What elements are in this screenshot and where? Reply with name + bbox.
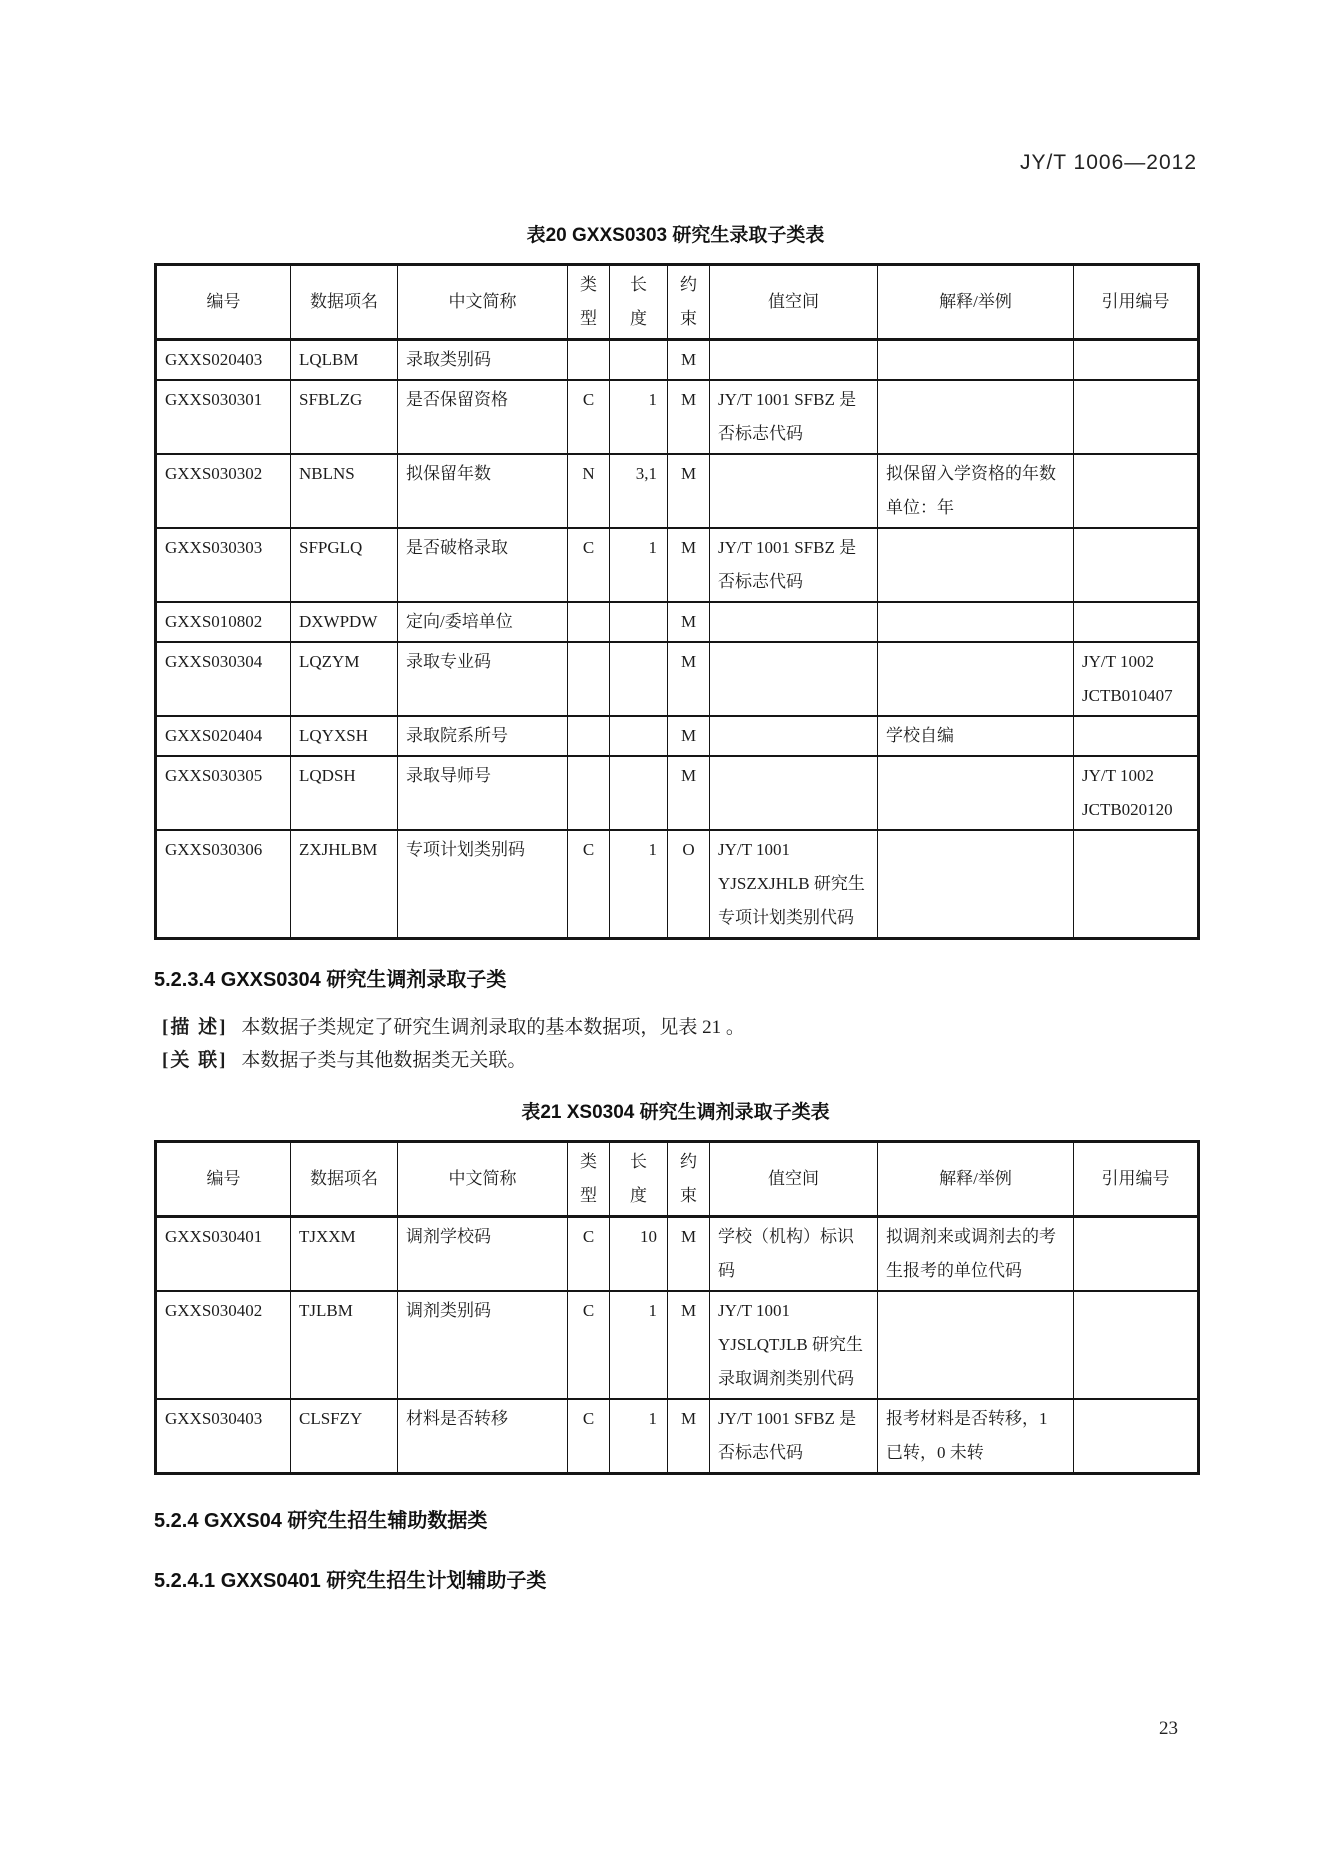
cell-type: C xyxy=(568,380,610,454)
table-row xyxy=(156,716,1199,756)
col-header-cn-abbr: 中文简称 xyxy=(398,1142,568,1217)
section-heading-5-2-4: 5.2.4 GXXS04 研究生招生辅助数据类 xyxy=(154,1510,488,1532)
cell-value-space: JY/T 1001 YJSLQTJLB 研究生录取调剂类别代码 xyxy=(710,1291,878,1399)
cell-explanation xyxy=(878,642,1074,716)
cell-value-space xyxy=(710,602,878,642)
cell-data-item-name: LQLBM xyxy=(291,340,398,381)
table21 xyxy=(154,1140,1200,1475)
cell-explanation xyxy=(878,380,1074,454)
cell-length xyxy=(610,716,668,756)
table-row xyxy=(156,1217,1199,1292)
col-header-constraint xyxy=(668,265,710,340)
cell-reference xyxy=(1074,716,1199,756)
cell-constraint: M xyxy=(668,454,710,528)
cell-data-item-name: DXWPDW xyxy=(291,602,398,642)
cell-code: GXXS030401 xyxy=(156,1217,291,1292)
cell-type: N xyxy=(568,454,610,528)
cell-constraint: M xyxy=(668,1217,710,1292)
cell-code: GXXS020403 xyxy=(156,340,291,381)
cell-reference: JY/T 1002 JCTB020120 xyxy=(1074,756,1199,830)
cell-cn-abbr: 调剂类别码 xyxy=(398,1291,568,1399)
cell-reference: JY/T 1002 JCTB010407 xyxy=(1074,642,1199,716)
cell-type: C xyxy=(568,830,610,939)
cell-code: GXXS030303 xyxy=(156,528,291,602)
cell-code: GXXS030402 xyxy=(156,1291,291,1399)
cell-explanation: 拟保留入学资格的年数单位：年 xyxy=(878,454,1074,528)
col-header-reference: 引用编号 xyxy=(1074,1142,1199,1217)
col-header-length-label: 长度 xyxy=(629,275,647,328)
col-header-type xyxy=(568,265,610,340)
table-row xyxy=(156,642,1199,716)
description-label: [描 述] xyxy=(162,1017,228,1038)
col-header-data-item-name: 数据项名 xyxy=(291,265,398,340)
cell-cn-abbr: 定向/委培单位 xyxy=(398,602,568,642)
table20-header-row xyxy=(156,265,1199,340)
cell-type: C xyxy=(568,1217,610,1292)
cell-constraint: M xyxy=(668,716,710,756)
cell-code: GXXS030403 xyxy=(156,1399,291,1474)
cell-constraint: M xyxy=(668,642,710,716)
cell-cn-abbr: 录取导师号 xyxy=(398,756,568,830)
cell-data-item-name: CLSFZY xyxy=(291,1399,398,1474)
cell-reference xyxy=(1074,380,1199,454)
cell-reference xyxy=(1074,1291,1199,1399)
col-header-constraint-label: 约束 xyxy=(679,275,697,328)
cell-explanation xyxy=(878,528,1074,602)
cell-reference xyxy=(1074,830,1199,939)
col-header-value-space: 值空间 xyxy=(710,1142,878,1217)
cell-length: 1 xyxy=(610,1399,668,1474)
cell-cn-abbr: 调剂学校码 xyxy=(398,1217,568,1292)
col-header-length-label: 长度 xyxy=(629,1152,647,1205)
table-row xyxy=(156,1291,1199,1399)
cell-length xyxy=(610,602,668,642)
cell-length: 10 xyxy=(610,1217,668,1292)
cell-data-item-name: LQYXSH xyxy=(291,716,398,756)
col-header-length xyxy=(610,1142,668,1217)
standard-number-header: JY/T 1006—2012 xyxy=(1019,151,1197,174)
cell-cn-abbr: 录取院系所号 xyxy=(398,716,568,756)
col-header-code: 编号 xyxy=(156,1142,291,1217)
cell-data-item-name: LQZYM xyxy=(291,642,398,716)
cell-constraint: M xyxy=(668,602,710,642)
cell-type: C xyxy=(568,528,610,602)
cell-reference xyxy=(1074,454,1199,528)
cell-code: GXXS010802 xyxy=(156,602,291,642)
cell-cn-abbr: 拟保留年数 xyxy=(398,454,568,528)
cell-value-space: JY/T 1001 SFBZ 是否标志代码 xyxy=(710,380,878,454)
cell-code: GXXS030305 xyxy=(156,756,291,830)
cell-value-space xyxy=(710,340,878,381)
col-header-type-label: 类型 xyxy=(579,1152,597,1205)
cell-explanation xyxy=(878,830,1074,939)
table20 xyxy=(154,263,1200,940)
cell-code: GXXS030301 xyxy=(156,380,291,454)
cell-explanation xyxy=(878,756,1074,830)
cell-length: 3,1 xyxy=(610,454,668,528)
cell-length xyxy=(610,340,668,381)
cell-constraint: M xyxy=(668,528,710,602)
cell-length xyxy=(610,642,668,716)
cell-type xyxy=(568,756,610,830)
cell-value-space: JY/T 1001 SFBZ 是否标志代码 xyxy=(710,528,878,602)
col-header-explanation: 解释/举例 xyxy=(878,1142,1074,1217)
col-header-reference: 引用编号 xyxy=(1074,265,1199,340)
section-heading-5-2-3-4: 5.2.3.4 GXXS0304 研究生调剂录取子类 xyxy=(154,969,507,991)
col-header-code: 编号 xyxy=(156,265,291,340)
cell-constraint: M xyxy=(668,1399,710,1474)
cell-length xyxy=(610,756,668,830)
cell-cn-abbr: 录取类别码 xyxy=(398,340,568,381)
cell-type xyxy=(568,602,610,642)
table-row xyxy=(156,528,1199,602)
cell-code: GXXS030304 xyxy=(156,642,291,716)
cell-explanation: 拟调剂来或调剂去的考生报考的单位代码 xyxy=(878,1217,1074,1292)
cell-type: C xyxy=(568,1399,610,1474)
col-header-data-item-name: 数据项名 xyxy=(291,1142,398,1217)
col-header-value-space: 值空间 xyxy=(710,265,878,340)
cell-constraint: M xyxy=(668,1291,710,1399)
cell-value-space xyxy=(710,642,878,716)
description-text: 本数据子类规定了研究生调剂录取的基本数据项，见表 21 。 xyxy=(241,1017,745,1038)
cell-data-item-name: SFBLZG xyxy=(291,380,398,454)
cell-explanation xyxy=(878,340,1074,381)
cell-code: GXXS020404 xyxy=(156,716,291,756)
cell-length: 1 xyxy=(610,528,668,602)
cell-constraint: M xyxy=(668,340,710,381)
page-number: 23 xyxy=(1159,1718,1178,1739)
cell-data-item-name: LQDSH xyxy=(291,756,398,830)
cell-code: GXXS030306 xyxy=(156,830,291,939)
description-line xyxy=(154,1011,1197,1044)
table21-header-row xyxy=(156,1142,1199,1217)
col-header-length xyxy=(610,265,668,340)
cell-type: C xyxy=(568,1291,610,1399)
cell-constraint: M xyxy=(668,380,710,454)
cell-type xyxy=(568,340,610,381)
col-header-type-label: 类型 xyxy=(579,275,597,328)
cell-value-space: 学校（机构）标识码 xyxy=(710,1217,878,1292)
col-header-cn-abbr: 中文简称 xyxy=(398,265,568,340)
cell-explanation: 报考材料是否转移，1 已转，0 未转 xyxy=(878,1399,1074,1474)
relation-label: [关 联] xyxy=(162,1050,228,1071)
cell-reference xyxy=(1074,1399,1199,1474)
table-row xyxy=(156,756,1199,830)
table-row xyxy=(156,340,1199,381)
cell-length: 1 xyxy=(610,830,668,939)
cell-constraint: O xyxy=(668,830,710,939)
cell-cn-abbr: 是否破格录取 xyxy=(398,528,568,602)
cell-reference xyxy=(1074,602,1199,642)
cell-cn-abbr: 材料是否转移 xyxy=(398,1399,568,1474)
cell-value-space: JY/T 1001 YJSZXJHLB 研究生专项计划类别代码 xyxy=(710,830,878,939)
cell-value-space: JY/T 1001 SFBZ 是否标志代码 xyxy=(710,1399,878,1474)
cell-value-space xyxy=(710,454,878,528)
cell-type xyxy=(568,716,610,756)
cell-reference xyxy=(1074,1217,1199,1292)
cell-explanation xyxy=(878,602,1074,642)
cell-data-item-name: NBLNS xyxy=(291,454,398,528)
cell-constraint: M xyxy=(668,756,710,830)
cell-data-item-name: SFPGLQ xyxy=(291,528,398,602)
col-header-constraint-label: 约束 xyxy=(679,1152,697,1205)
cell-data-item-name: ZXJHLBM xyxy=(291,830,398,939)
cell-code: GXXS030302 xyxy=(156,454,291,528)
section-heading-5-2-4-1: 5.2.4.1 GXXS0401 研究生招生计划辅助子类 xyxy=(154,1570,547,1592)
relation-line xyxy=(154,1044,1197,1077)
col-header-constraint xyxy=(668,1142,710,1217)
cell-cn-abbr: 录取专业码 xyxy=(398,642,568,716)
table-row xyxy=(156,1399,1199,1474)
table-row xyxy=(156,454,1199,528)
cell-length: 1 xyxy=(610,380,668,454)
cell-explanation: 学校自编 xyxy=(878,716,1074,756)
col-header-type xyxy=(568,1142,610,1217)
cell-length: 1 xyxy=(610,1291,668,1399)
table20-title: 表20 GXXS0303 研究生录取子类表 xyxy=(526,225,825,246)
cell-reference xyxy=(1074,340,1199,381)
cell-value-space xyxy=(710,756,878,830)
table21-title: 表21 XS0304 研究生调剂录取子类表 xyxy=(521,1102,830,1123)
cell-type xyxy=(568,642,610,716)
table-row xyxy=(156,380,1199,454)
cell-reference xyxy=(1074,528,1199,602)
cell-data-item-name: TJXXM xyxy=(291,1217,398,1292)
table-row xyxy=(156,602,1199,642)
col-header-explanation: 解释/举例 xyxy=(878,265,1074,340)
cell-value-space xyxy=(710,716,878,756)
cell-cn-abbr: 是否保留资格 xyxy=(398,380,568,454)
cell-data-item-name: TJLBM xyxy=(291,1291,398,1399)
table-row xyxy=(156,830,1199,939)
cell-cn-abbr: 专项计划类别码 xyxy=(398,830,568,939)
cell-explanation xyxy=(878,1291,1074,1399)
relation-text: 本数据子类与其他数据类无关联。 xyxy=(241,1050,527,1071)
